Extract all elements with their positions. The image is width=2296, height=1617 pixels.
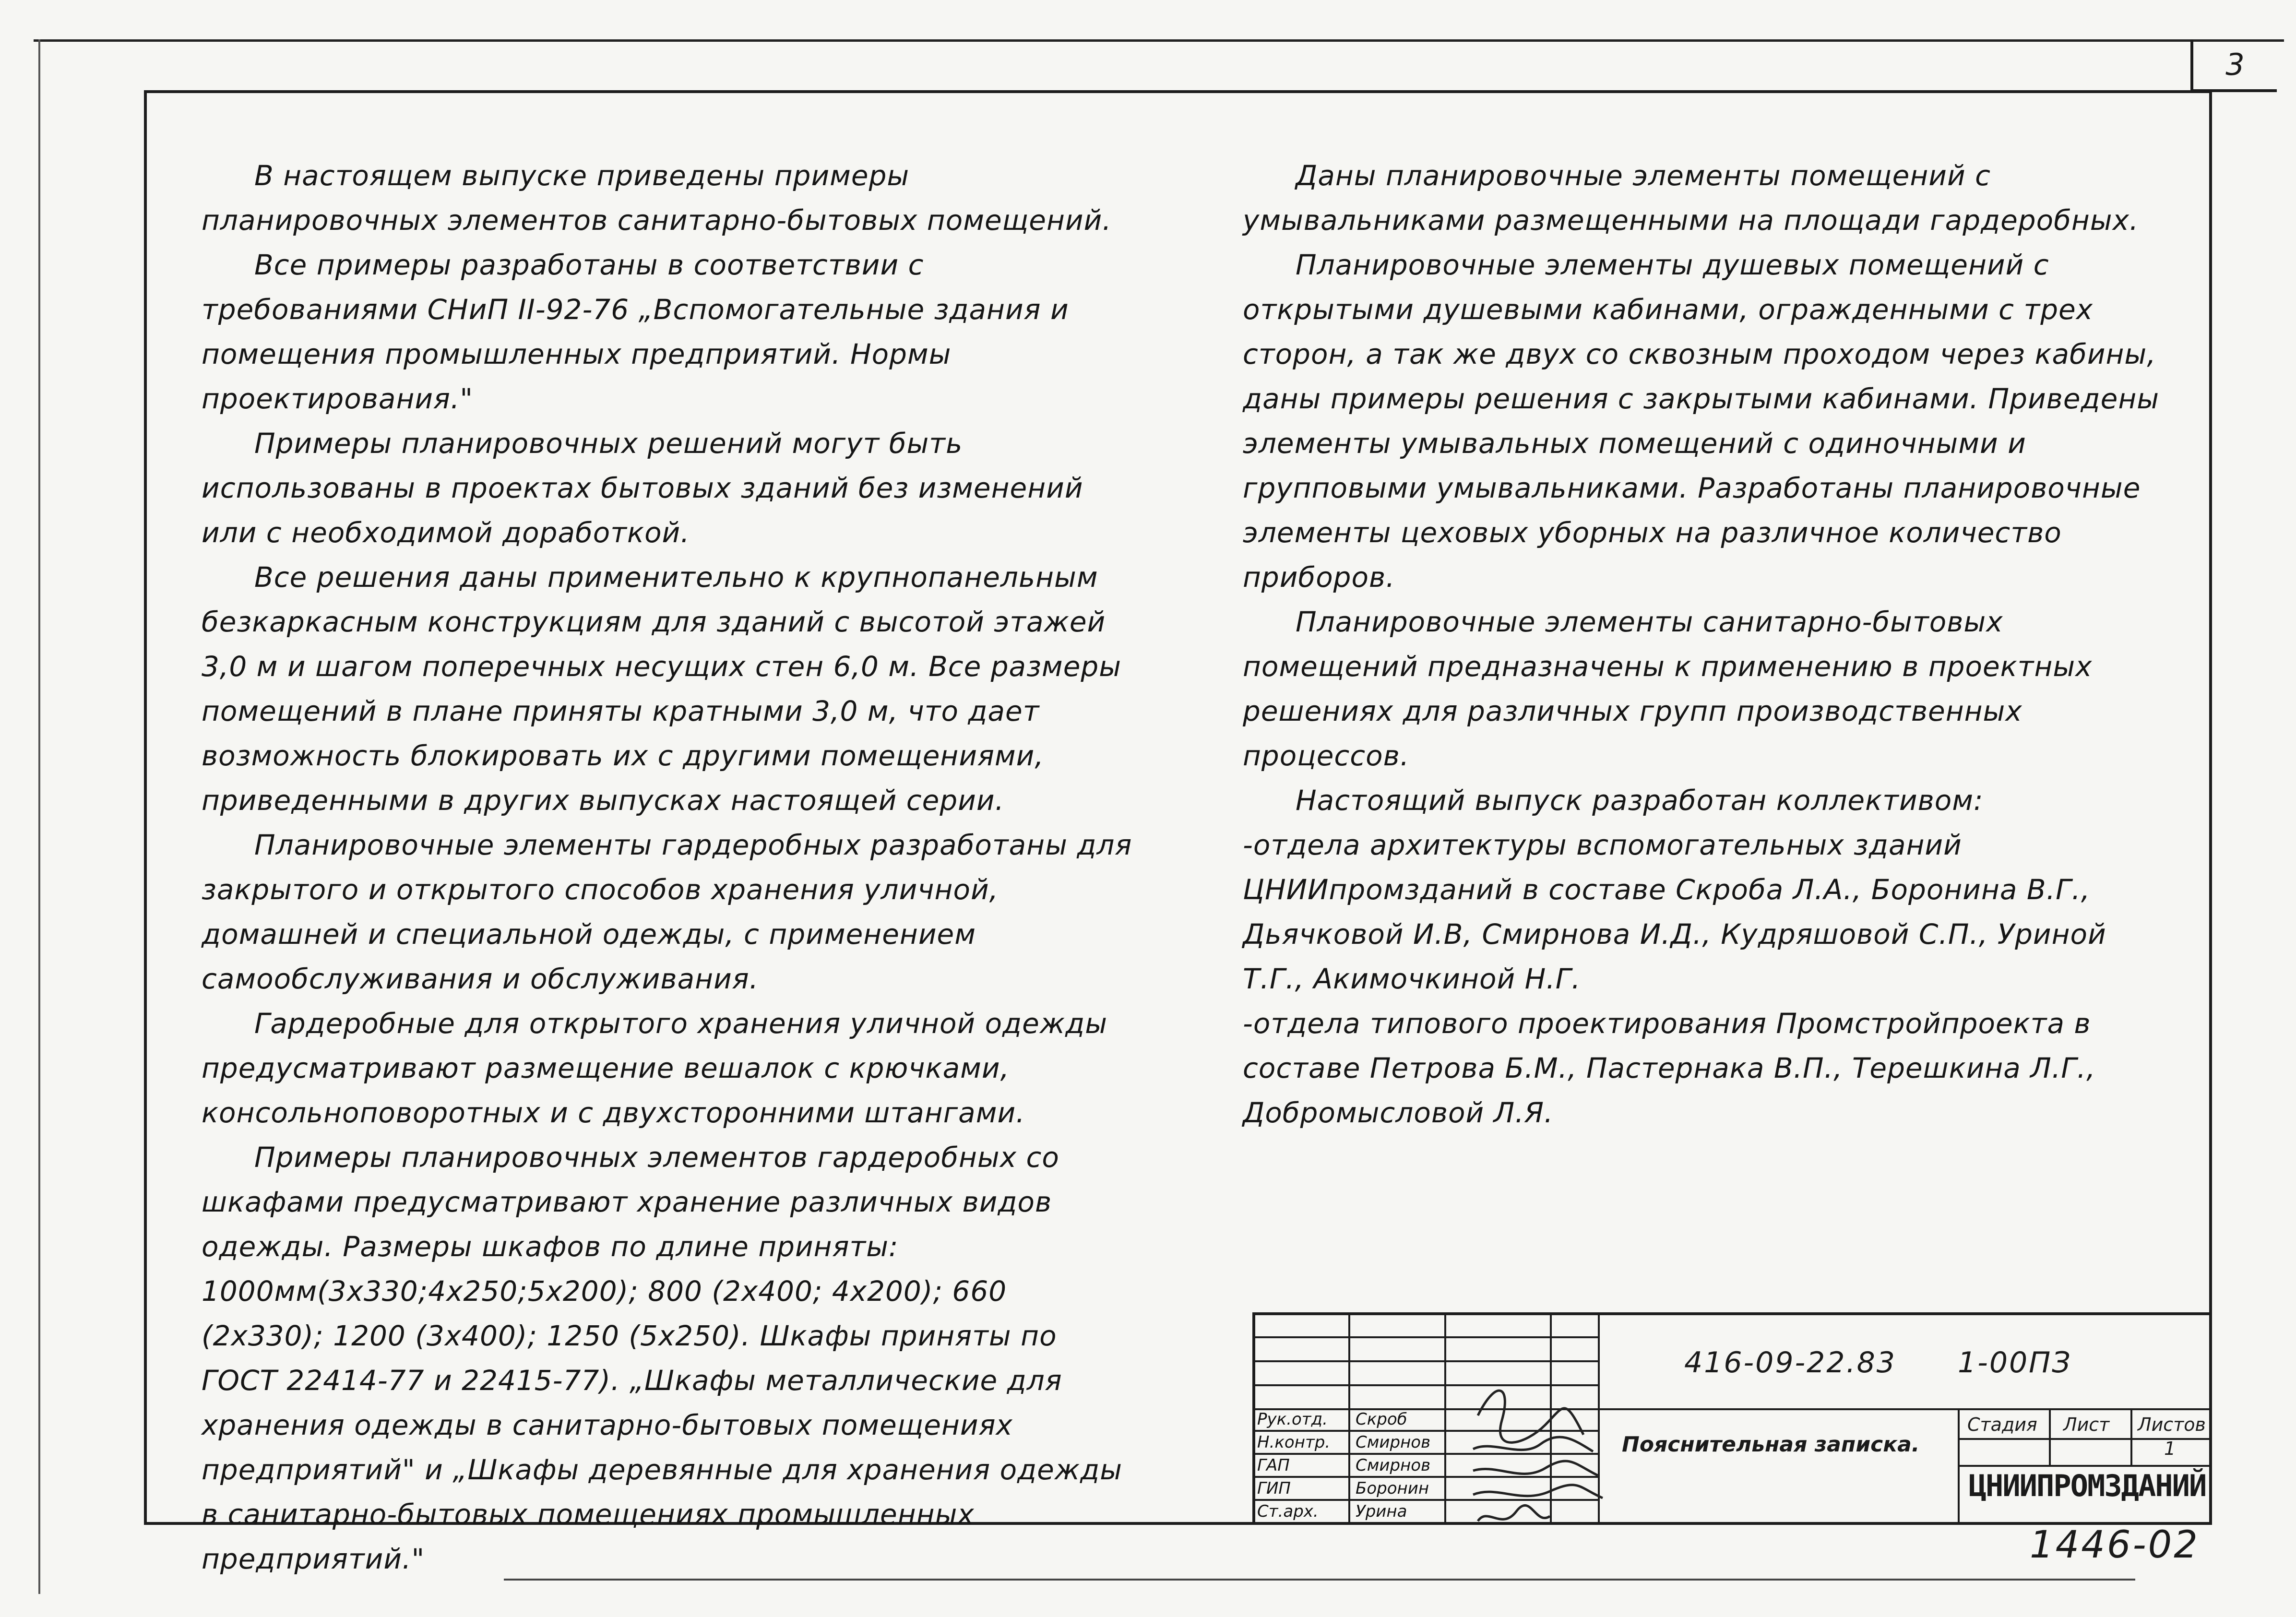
sheets-value: 1 [2164, 1438, 2176, 1459]
grid-line [1958, 1465, 2212, 1467]
sheets-label: Листов [2138, 1414, 2206, 1435]
paragraph: В настоящем выпуске приведены примеры планировочных элементов санитарно-бытовых помещений. [202, 159, 1112, 237]
grid-line [2130, 1408, 2132, 1465]
grid-line [1252, 1312, 1254, 1525]
document-code: 1-00ПЗ [1958, 1346, 2072, 1379]
grid-line [1252, 1336, 1598, 1338]
paragraph: Даны планировочные элементы помещений с умывальниками размещенными на площади гардеробных. [1243, 159, 2139, 237]
grid-line [2049, 1408, 2051, 1465]
role-name: Смирнов [1356, 1456, 1431, 1475]
paragraph: -отдела архитектуры вспомогательных зданий ЦНИИпромзданий в составе Скроба Л.А., Боронина В.Г., Дьячковой И.В, Смирнова И.Д., Кудряшовой С.П., Уриной Т.Г., Акимочкиной Н.Г. [1243, 829, 2106, 995]
role-label: ГАП [1257, 1456, 1290, 1475]
project-code: 416-09-22.83 [1684, 1346, 1896, 1379]
title-block [1252, 1312, 2212, 1525]
paragraph: Примеры планировочных решений могут быть использованы в проектах бытовых зданий без изменений или с необходимой доработкой. [202, 427, 1083, 549]
role-label: Н.контр. [1257, 1433, 1331, 1452]
archive-number: 1446-02 [2030, 1523, 2200, 1567]
document-title: Пояснительная записка. [1622, 1432, 1920, 1457]
left-text-column [202, 154, 1137, 1581]
grid-line [1252, 1360, 1598, 1362]
sheet-label: Лист [2063, 1414, 2110, 1435]
paragraph: Планировочные элементы гардеробных разработаны для закрытого и открытого способов хранения уличной, домашней и специальной одежды, с применением самообслуживания и обслуживания. [202, 829, 1132, 995]
role-name: Смирнов [1356, 1433, 1431, 1452]
sheet-number: 3 [2225, 47, 2245, 82]
paragraph: Все примеры разработаны в соответствии с требованиями СНиП II-92-76 „Вспомогательные здания и помещения промышленных предприятий. Нормы проектирования." [202, 249, 1069, 415]
grid-line [1348, 1312, 1350, 1525]
sheet-number-box [2190, 39, 2277, 92]
paragraph: Примеры планировочных элементов гардеробных со шкафами предусматривают хранение различных видов одежды. Размеры шкафов по длине приняты: 1000мм(3х330;4х250;5х200); 800 (2х400; 4х200); 660 (2х330); 1200 (3х400); 1250 (5х250). Шкафы приняты по ГОСТ 22414-77 и 22415-77). „Шкафы металлические для хранения одежды в санитарно-бытовых помещениях предприятий" и „Шкафы деревянные для хранения одежды в санитарно-бытовых помещениях промышленных предприятий." [202, 1141, 1122, 1575]
paragraph: Все решения даны применительно к крупнопанельным безкаркасным конструкциям для зданий с высотой этажей 3,0 м и шагом поперечных несущих стен 6,0 м. Все размеры помещений в плане приняты кратными 3,0 м, что дает возможность блокировать их с другими помещениями, приведенными в других выпусках настоящей серии. [202, 561, 1121, 817]
role-label: Ст.арх. [1257, 1502, 1319, 1521]
role-label: ГИП [1257, 1479, 1291, 1498]
organization-name: ЦНИИПРОМЗДАНИЙ [1968, 1468, 2206, 1503]
grid-line [1444, 1312, 1446, 1525]
paragraph: Планировочные элементы санитарно-бытовых помещений предназначены к применению в проектных решениях для различных групп производственных процессов. [1243, 606, 2093, 772]
paragraph: Гардеробные для открытого хранения уличной одежды предусматривают размещение вешалок с крючками, консольноповоротных и с двухсторонними штангами. [202, 1007, 1107, 1129]
right-text-column [1243, 154, 2174, 1135]
outer-border-left [38, 39, 40, 1594]
role-name: Боронин [1356, 1479, 1429, 1498]
paragraph: Планировочные элементы душевых помещений с открытыми душевыми кабинами, огражденными с трех сторон, а так же двух со сквозным проходом через кабины, даны примеры решения с закрытыми кабинами. Приведены элементы умывальных помещений с одиночными и групповыми умывальниками. Разработаны планировочные элементы цеховых уборных на различное количество приборов. [1243, 249, 2160, 594]
stage-label: Стадия [1967, 1414, 2037, 1435]
paragraph: -отдела типового проектирования Промстройпроекта в составе Петрова Б.М., Пастернака В.П., Терешкина Л.Г., Добромысловой Л.Я. [1243, 1007, 2096, 1129]
role-label: Рук.отд. [1257, 1410, 1328, 1429]
role-name: Скроб [1356, 1410, 1407, 1429]
handwritten-signatures [1468, 1367, 1612, 1540]
outer-border-top [34, 39, 2284, 42]
paragraph: Настоящий выпуск разработан коллективом: [1296, 784, 1984, 817]
role-name: Урина [1356, 1502, 1407, 1521]
